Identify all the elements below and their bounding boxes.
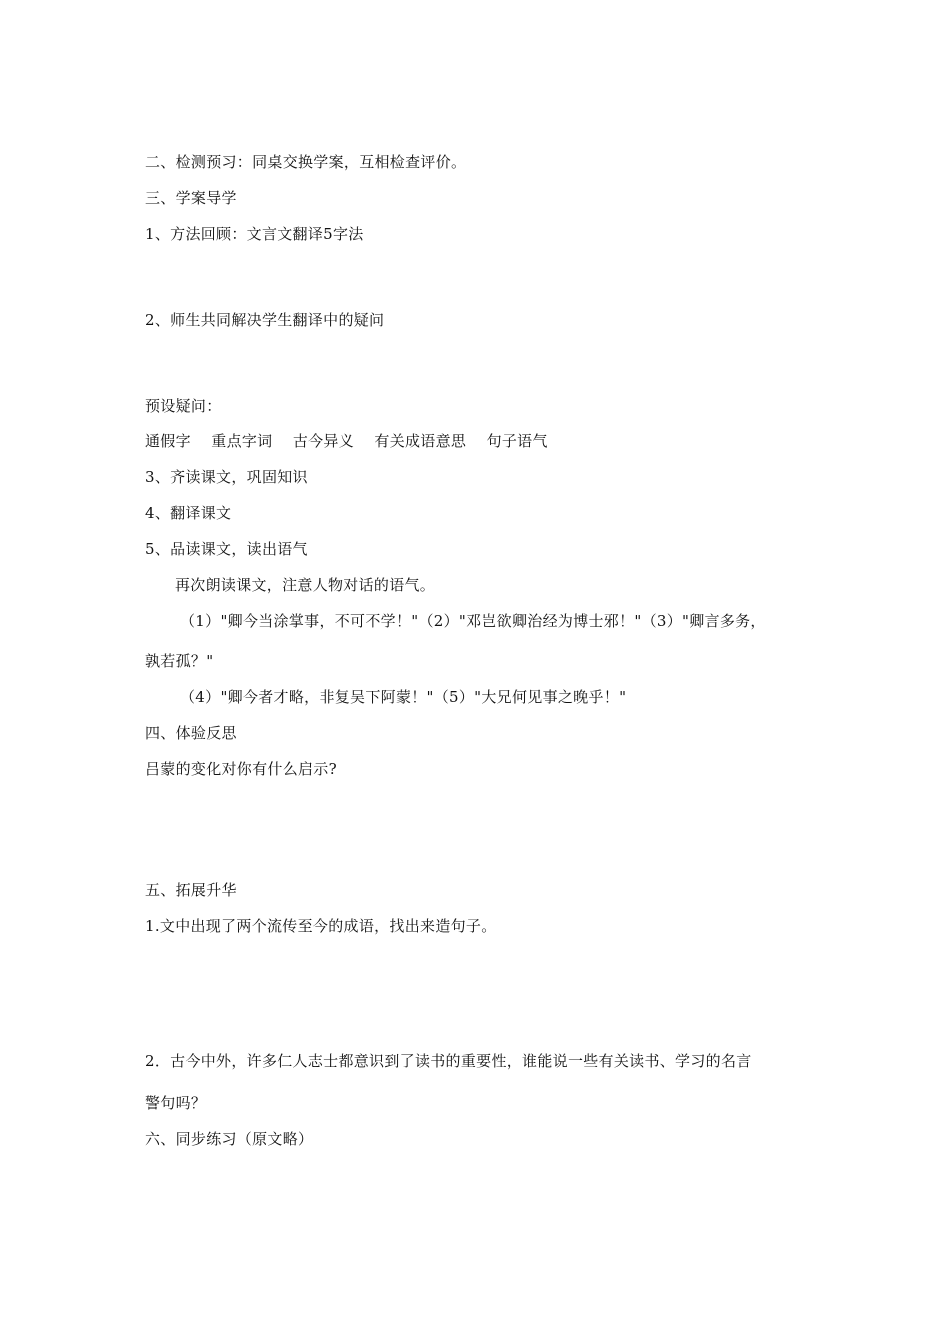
quotes-line-1: （1）"卿今当涂掌事，不可不学！"（2）"邓岂欲卿治经为博士邪！"（3）"卿言多务， <box>180 612 766 630</box>
quotes-line-1-continued: 孰若孤？" <box>145 652 214 670</box>
section-4-heading: 四、体验反思 <box>145 724 237 742</box>
item-5-instruction: 再次朗读课文，注意人物对话的语气。 <box>175 576 436 594</box>
section-6-heading: 六、同步练习（原文略） <box>145 1130 314 1148</box>
section-5-item-2-line-1: 2．古今中外，许多仁人志士都意识到了读书的重要性，谁能说一些有关读书、学习的名言 <box>145 1052 752 1070</box>
section-5-item-1: 1.文中出现了两个流传至今的成语，找出来造句子。 <box>145 917 497 935</box>
section-4-question: 吕蒙的变化对你有什么启示? <box>145 760 337 778</box>
item-3-read-aloud: 3、齐读课文，巩固知识 <box>145 468 308 486</box>
section-5-heading: 五、拓展升华 <box>145 881 237 899</box>
preset-questions-list: 通假字 重点字词 古今异义 有关成语意思 句子语气 <box>145 432 548 450</box>
item-2-resolve-questions: 2、师生共同解决学生翻译中的疑问 <box>145 311 385 329</box>
item-5-appreciate: 5、品读课文，读出语气 <box>145 540 308 558</box>
item-4-translate: 4、翻译课文 <box>145 504 232 522</box>
section-3-heading: 三、学案导学 <box>145 189 237 207</box>
section-2-heading: 二、检测预习：同桌交换学案，互相检查评价。 <box>145 153 467 171</box>
item-1-method-review: 1、方法回顾：文言文翻译5字法 <box>145 225 364 243</box>
quotes-line-2: （4）"卿今者才略，非复吴下阿蒙！"（5）"大兄何见事之晚乎！" <box>180 688 627 706</box>
section-5-item-2-line-2: 警句吗？ <box>145 1094 207 1112</box>
preset-questions-label: 预设疑问： <box>145 397 222 415</box>
